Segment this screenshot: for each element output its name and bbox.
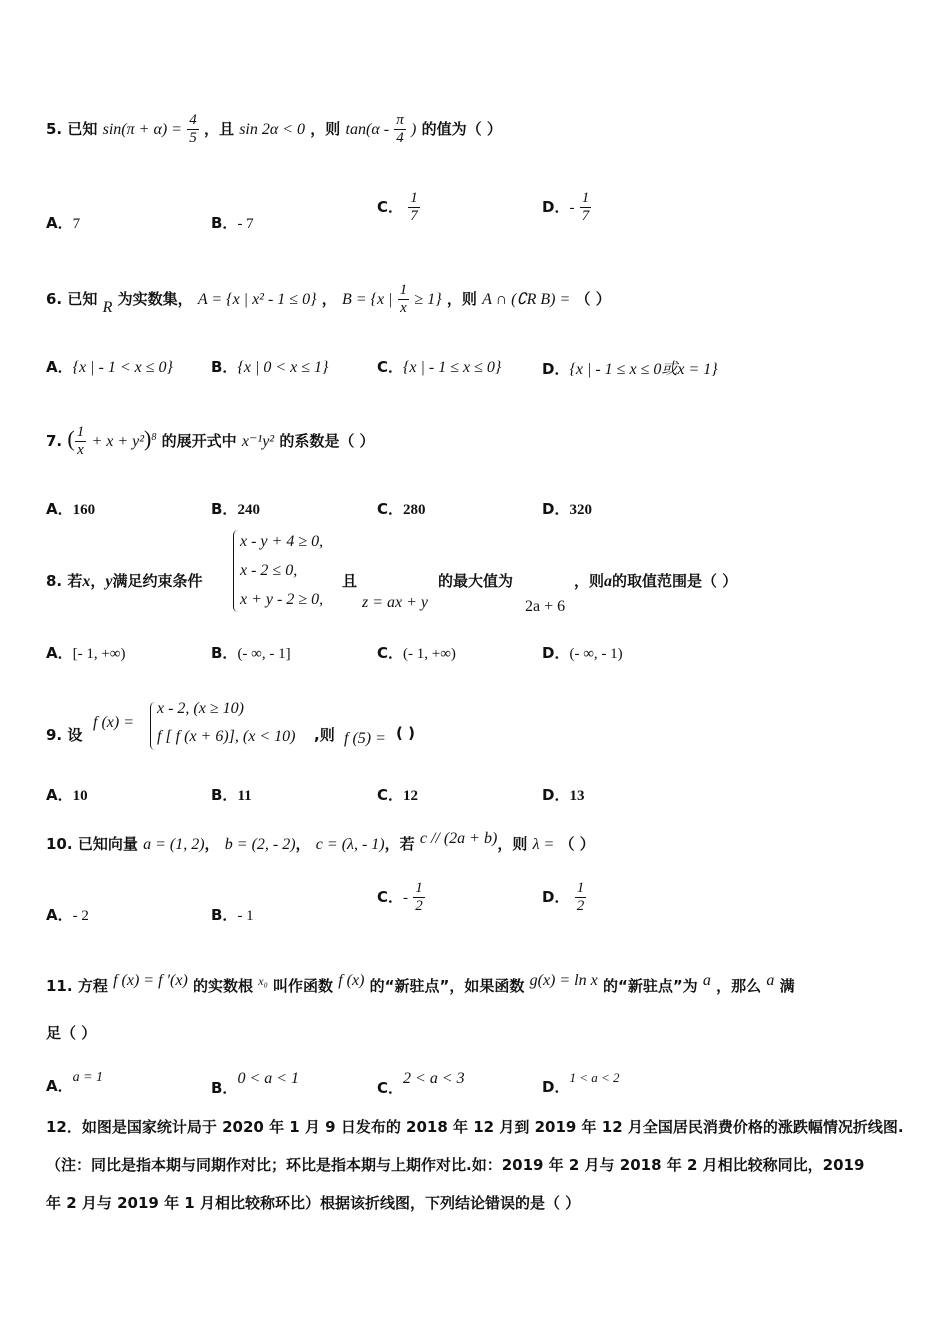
option-value: 160 bbox=[72, 502, 96, 518]
question-text: ，则 bbox=[446, 290, 477, 308]
option-label: B． bbox=[211, 644, 238, 662]
option-d[interactable] bbox=[542, 1070, 620, 1097]
question-7 bbox=[46, 424, 375, 459]
option-a[interactable] bbox=[46, 642, 126, 663]
case-2: f [ f (x + 6)], (x < 10) bbox=[157, 728, 296, 745]
equation: f (x) = f ′(x) bbox=[113, 972, 188, 989]
function-f: f (x) bbox=[338, 972, 365, 989]
option-label: B． bbox=[211, 906, 238, 924]
option-value: - 2 bbox=[72, 908, 89, 924]
numerator: 1 bbox=[576, 880, 585, 896]
question-text: 若 bbox=[67, 572, 83, 590]
vector-c: c = (λ, - 1) bbox=[315, 836, 385, 853]
option-c[interactable] bbox=[377, 190, 420, 225]
option-label: D． bbox=[542, 500, 570, 518]
question-12-line-1: 12．如图是国家统计局于 2020 年 1 月 9 日发布的 2018 年 12 月到 2019 年 12 月全国居民消费价格的涨跌幅情况折线图. bbox=[46, 1118, 904, 1136]
math-expr: R bbox=[102, 299, 113, 316]
var-y: y bbox=[105, 573, 113, 590]
var-a: a bbox=[604, 573, 613, 590]
option-b[interactable] bbox=[211, 642, 291, 663]
question-text: ,则 bbox=[314, 726, 335, 744]
brace bbox=[233, 530, 238, 612]
question-8-tail bbox=[574, 570, 737, 591]
question-text: 已知向量 bbox=[77, 835, 138, 853]
question-text: 的展开式中 bbox=[161, 432, 237, 450]
option-c[interactable] bbox=[377, 784, 418, 805]
option-label: B． bbox=[211, 214, 238, 232]
question-text: 已知 bbox=[67, 290, 98, 308]
function-g: g(x) = ln x bbox=[529, 972, 598, 989]
question-text: 的“新驻点”为 bbox=[602, 977, 698, 995]
question-number: 8. bbox=[46, 572, 63, 590]
option-b[interactable] bbox=[211, 356, 328, 377]
option-label: A． bbox=[46, 906, 73, 924]
math-term: x⁻¹y² bbox=[241, 433, 275, 450]
paren-close: ) bbox=[144, 426, 152, 451]
question-12-line-3: 年 2 月与 2019 年 1 月相比较称环比）根据该折线图，下列结论错误的是（ ） bbox=[46, 1194, 581, 1212]
option-label: A． bbox=[46, 1077, 73, 1095]
option-value: 13 bbox=[569, 788, 585, 804]
question-text: 的实数根 bbox=[193, 977, 254, 995]
constraint-3: x + y - 2 ≥ 0, bbox=[240, 591, 324, 608]
fraction bbox=[575, 880, 587, 915]
brace bbox=[150, 702, 155, 750]
option-label: C． bbox=[377, 888, 404, 906]
numerator: π bbox=[396, 112, 404, 128]
option-value: 280 bbox=[403, 502, 426, 518]
set-b-end: ≥ 1} bbox=[414, 291, 442, 308]
minus-sign: - bbox=[403, 890, 409, 906]
option-label: A． bbox=[46, 214, 73, 232]
question-9 bbox=[46, 724, 82, 745]
option-d[interactable] bbox=[542, 784, 584, 805]
denominator: 7 bbox=[410, 208, 418, 224]
question-12-line-2: （注：同比是指本期与同期作对比；环比是指本期与上期作对比.如：2019 年 2 月与 2018 年 2 月相比较称同比，2019 bbox=[46, 1156, 865, 1174]
option-c[interactable] bbox=[377, 880, 425, 915]
question-number: 11. bbox=[46, 977, 73, 995]
option-label: C． bbox=[377, 786, 404, 804]
question-text: ， bbox=[321, 290, 337, 308]
math-expr: A ∩ (∁R B) = bbox=[482, 291, 571, 308]
option-c[interactable] bbox=[377, 1070, 465, 1098]
constraint-1: x - y + 4 ≥ 0, bbox=[240, 533, 324, 550]
option-a[interactable] bbox=[46, 904, 89, 925]
question-number: 6. bbox=[46, 290, 63, 308]
question-6 bbox=[46, 282, 611, 317]
question-text: 且 bbox=[342, 572, 358, 590]
option-value: {x | 0 < x ≤ 1} bbox=[237, 359, 329, 376]
question-10: 10. 已知向量 a = (1, 2)， b = (2, - 2)， c = (λ, - 1)，若 c // (2a + b)，则 λ = （ ） bbox=[46, 830, 595, 853]
question-text: 设 bbox=[67, 726, 83, 744]
option-b[interactable] bbox=[211, 784, 252, 805]
question-11 bbox=[46, 972, 795, 996]
option-value: (- 1, +∞) bbox=[403, 646, 456, 662]
option-label: A． bbox=[46, 500, 73, 518]
option-b[interactable] bbox=[211, 1070, 299, 1098]
question-text: 满 bbox=[779, 977, 795, 995]
question-8 bbox=[46, 570, 203, 591]
question-text: 的“新驻点”，如果函数 bbox=[369, 977, 525, 995]
var-x: x bbox=[82, 573, 91, 590]
option-c[interactable] bbox=[377, 642, 456, 663]
question-text: ，则 bbox=[574, 572, 605, 590]
option-d[interactable] bbox=[542, 356, 718, 379]
option-label: B． bbox=[211, 358, 238, 376]
question-text: 为实数集， bbox=[117, 290, 193, 308]
var-a: a bbox=[702, 972, 711, 989]
option-value: 0 < a < 1 bbox=[237, 1070, 300, 1087]
set-b: B = {x | bbox=[341, 291, 393, 308]
option-value: - 7 bbox=[237, 216, 254, 232]
question-text: （ ） bbox=[575, 290, 611, 308]
fraction bbox=[394, 112, 406, 147]
option-c[interactable] bbox=[377, 356, 501, 377]
denominator: 2 bbox=[415, 898, 423, 914]
option-value: - 1 bbox=[237, 908, 254, 924]
option-label: A． bbox=[46, 644, 73, 662]
parallel-condition: c // (2a + b) bbox=[419, 830, 498, 847]
question-text: 方程 bbox=[77, 977, 108, 995]
lambda: λ = bbox=[532, 836, 555, 853]
option-label: C． bbox=[377, 500, 404, 518]
denominator: x bbox=[77, 442, 84, 458]
option-label: B． bbox=[211, 500, 238, 518]
question-text: ，且 bbox=[203, 120, 234, 138]
fraction bbox=[398, 282, 410, 317]
fraction bbox=[580, 190, 592, 225]
option-value: 240 bbox=[237, 502, 260, 518]
fraction bbox=[187, 112, 199, 147]
question-text: ( ) bbox=[396, 724, 415, 742]
denominator: 2 bbox=[576, 898, 585, 914]
option-b[interactable] bbox=[211, 212, 254, 233]
option-value: 10 bbox=[72, 788, 88, 804]
option-value: {x | - 1 ≤ x ≤ 0或x = 1} bbox=[569, 361, 718, 378]
fraction bbox=[408, 190, 420, 225]
vector-a: a = (1, 2) bbox=[143, 836, 205, 853]
question-text: 的最大值为 bbox=[438, 572, 514, 590]
numerator: 1 bbox=[410, 190, 418, 206]
math-expr: + x + y² bbox=[91, 433, 145, 450]
option-label: D． bbox=[542, 786, 570, 804]
question-12 bbox=[46, 1108, 906, 1222]
option-label: C． bbox=[377, 358, 404, 376]
fraction bbox=[413, 880, 425, 915]
option-d[interactable] bbox=[542, 880, 586, 915]
option-label: D． bbox=[542, 360, 570, 378]
vector-b: b = (2, - 2) bbox=[224, 836, 296, 853]
option-label: C． bbox=[377, 1079, 404, 1097]
option-b[interactable] bbox=[211, 498, 260, 519]
denominator: x bbox=[400, 300, 407, 316]
option-value: 1 < a < 2 bbox=[569, 1070, 620, 1085]
question-number: 10. bbox=[46, 835, 73, 853]
separator: ， bbox=[90, 572, 106, 590]
question-text: 的系数是（ ） bbox=[279, 432, 375, 450]
math-expr: sin 2α < 0 bbox=[239, 121, 306, 138]
numerator: 4 bbox=[189, 112, 197, 128]
math-expr: sin(π + α) = bbox=[102, 121, 182, 138]
root-x0: x₀ bbox=[258, 974, 268, 988]
option-label: D． bbox=[542, 644, 570, 662]
option-value: 11 bbox=[237, 788, 252, 804]
question-text: ，若 bbox=[384, 835, 415, 853]
question-text: ，那么 bbox=[716, 977, 762, 995]
constraint-2: x - 2 ≤ 0, bbox=[240, 562, 298, 579]
max-value: 2a + 6 bbox=[525, 598, 566, 615]
exponent: 8 bbox=[151, 432, 157, 443]
paren-open: ( bbox=[67, 426, 75, 451]
option-label: A． bbox=[46, 786, 73, 804]
denominator: 5 bbox=[189, 130, 197, 146]
question-11-line-2: 足（ ） bbox=[46, 1024, 97, 1042]
numerator: 1 bbox=[399, 282, 408, 298]
numerator: 1 bbox=[415, 880, 423, 896]
numerator: 1 bbox=[581, 190, 590, 206]
option-a[interactable] bbox=[46, 784, 88, 805]
option-a[interactable] bbox=[46, 498, 95, 519]
option-d[interactable] bbox=[542, 190, 591, 225]
math-expr: tan(α - bbox=[345, 121, 390, 138]
option-a[interactable] bbox=[46, 356, 173, 377]
option-label: D． bbox=[542, 198, 570, 216]
option-label: B． bbox=[211, 1079, 238, 1097]
question-text: 的值为（ ） bbox=[421, 120, 502, 138]
case-1: x - 2, (x ≥ 10) bbox=[157, 700, 244, 717]
option-d[interactable] bbox=[542, 498, 592, 519]
fraction bbox=[75, 424, 87, 459]
option-a[interactable] bbox=[46, 1070, 103, 1096]
question-text: ，则 bbox=[310, 120, 341, 138]
option-label: B． bbox=[211, 786, 238, 804]
option-label: C． bbox=[377, 644, 404, 662]
option-label: D． bbox=[542, 888, 570, 906]
set-a: A = {x | x² - 1 ≤ 0} bbox=[197, 291, 317, 308]
objective: z = ax + y bbox=[362, 594, 429, 611]
minus-sign: - bbox=[569, 200, 575, 216]
math-expr: f (5) = bbox=[344, 730, 386, 747]
denominator: 4 bbox=[396, 130, 404, 146]
option-value: a = 1 bbox=[72, 1070, 104, 1085]
option-label: D． bbox=[542, 1078, 570, 1096]
question-text: ，则 bbox=[497, 835, 528, 853]
denominator: 7 bbox=[581, 208, 590, 224]
option-value: 320 bbox=[569, 502, 592, 518]
question-text: 已知 bbox=[67, 120, 98, 138]
option-c[interactable] bbox=[377, 498, 426, 519]
option-d[interactable] bbox=[542, 642, 623, 663]
question-number: 5. bbox=[46, 120, 63, 138]
option-label: A． bbox=[46, 358, 73, 376]
option-value: (- ∞, - 1) bbox=[569, 646, 623, 662]
function-def: f (x) = bbox=[93, 714, 134, 731]
numerator: 1 bbox=[76, 424, 85, 440]
math-expr: ) bbox=[411, 121, 417, 138]
option-value: {x | - 1 < x ≤ 0} bbox=[72, 359, 173, 376]
option-a[interactable] bbox=[46, 212, 80, 233]
option-value: 12 bbox=[403, 788, 419, 804]
question-number: 7. bbox=[46, 432, 63, 450]
option-b[interactable] bbox=[211, 904, 254, 925]
option-value: {x | - 1 ≤ x ≤ 0} bbox=[403, 359, 502, 376]
question-text: （ ） bbox=[559, 835, 595, 853]
question-5 bbox=[46, 112, 502, 147]
option-value: [- 1, +∞) bbox=[72, 646, 126, 662]
question-number: 9. bbox=[46, 726, 63, 744]
option-value: 2 < a < 3 bbox=[403, 1070, 465, 1087]
option-value: 7 bbox=[72, 216, 81, 232]
question-text: 满足约束条件 bbox=[112, 572, 203, 590]
option-value: (- ∞, - 1] bbox=[237, 646, 291, 662]
question-text: 的取值范围是（ ） bbox=[612, 572, 738, 590]
question-text: 叫作函数 bbox=[272, 977, 333, 995]
var-a: a bbox=[766, 972, 775, 989]
option-label: C． bbox=[377, 198, 404, 216]
